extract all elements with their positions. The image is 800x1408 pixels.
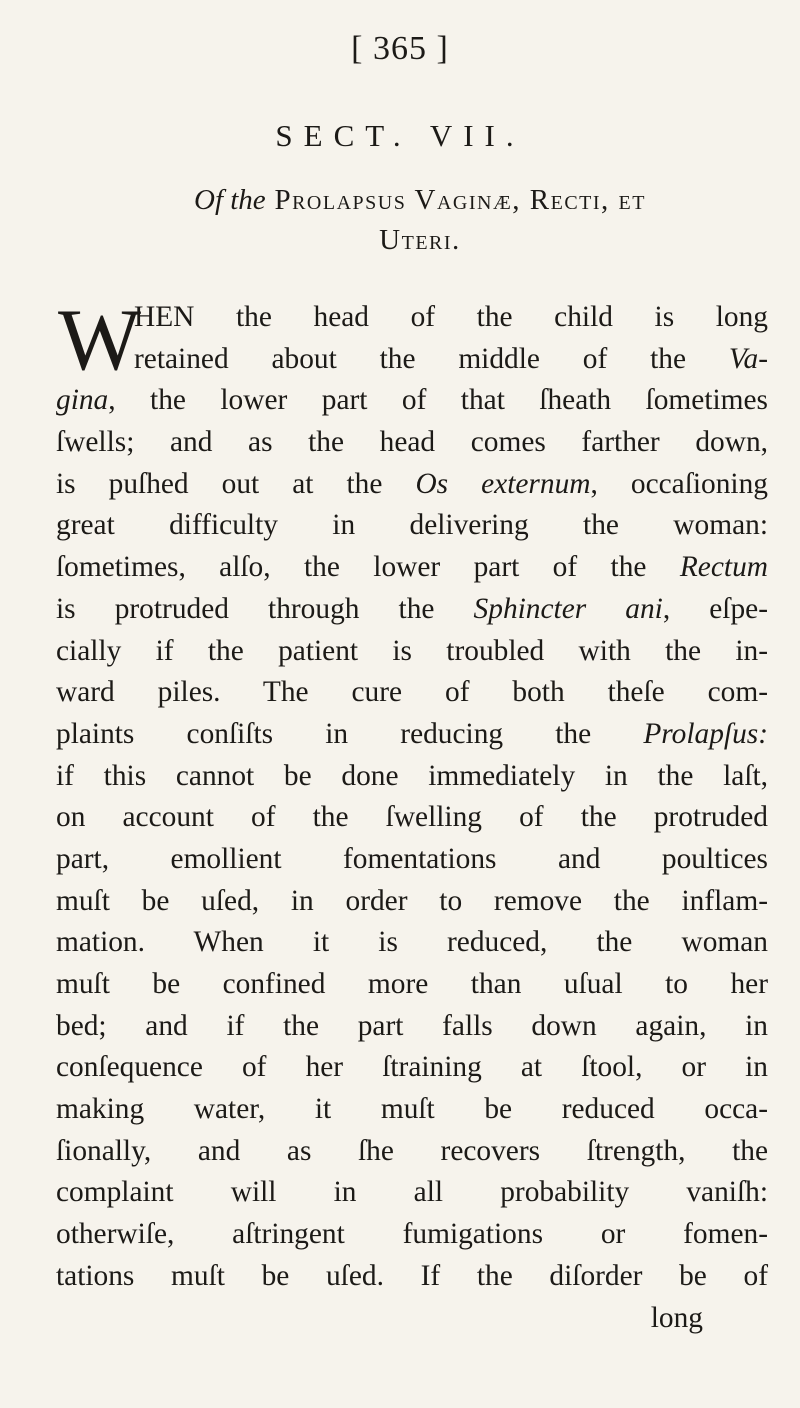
chapter-title-lead: Of the <box>194 184 266 216</box>
text-line: muſt be uſed, in order to remove the inflam- <box>56 884 768 917</box>
chapter-title <box>40 180 800 260</box>
text-line: making water, it muſt be reduced occa- <box>56 1093 768 1126</box>
section-heading: SECT. VII. <box>275 118 525 153</box>
text-line: part, emollient fomentations and poultices <box>56 842 768 875</box>
text-line: if this cannot be done immediately in the laſt, <box>56 759 768 792</box>
text-line: muſt be confined more than uſual to her <box>56 968 768 1000</box>
drop-cap: W <box>58 292 142 389</box>
text-line: great difficulty in delivering the woman: <box>56 509 768 542</box>
text-line: ſwells; and as the head comes farther down, <box>56 426 768 459</box>
text-line: cially if the patient is troubled with the in- <box>56 634 768 667</box>
text-line: plaints conſiſts in reducing the Prolapſus: <box>56 717 768 750</box>
text-line: gina, the lower part of that ſheath ſometimes <box>56 384 768 417</box>
text-line: is protruded through the Sphincter ani, eſpe- <box>56 592 768 625</box>
chapter-title-rest: Prolapsus Vaginæ, Recti, et <box>274 184 646 216</box>
text-line: bed; and if the part falls down again, in <box>56 1009 768 1042</box>
text-line: complaint will in all probability vaniſh: <box>56 1176 768 1209</box>
catchword: long <box>650 1301 703 1334</box>
chapter-title-line-2: Uteri. <box>379 224 461 256</box>
chapter-title-line-1 <box>40 180 800 220</box>
text-line: retained about the middle of the Va- <box>134 342 768 375</box>
page-number: [ 365 ] <box>351 30 449 67</box>
text-line: otherwiſe, aſtringent fumigations or fomen- <box>56 1218 768 1251</box>
text-line: mation. When it is reduced, the woman <box>56 926 768 959</box>
text-line: ſionally, and as ſhe recovers ſtrength, the <box>56 1134 768 1167</box>
text-line: on account of the ſwelling of the protruded <box>56 801 768 834</box>
body-text <box>56 292 768 1339</box>
text-line: ſometimes, alſo, the lower part of the Rectum <box>56 551 768 584</box>
text-line: HEN the head of the child is long <box>134 301 768 333</box>
text-line: is puſhed out at the Os externum, occaſioning <box>56 467 768 500</box>
text-line: tations muſt be uſed. If the diſorder be of <box>56 1259 768 1292</box>
text-line: ward piles. The cure of both theſe com- <box>56 676 768 709</box>
text-line: conſequence of her ſtraining at ſtool, or in <box>56 1051 768 1084</box>
